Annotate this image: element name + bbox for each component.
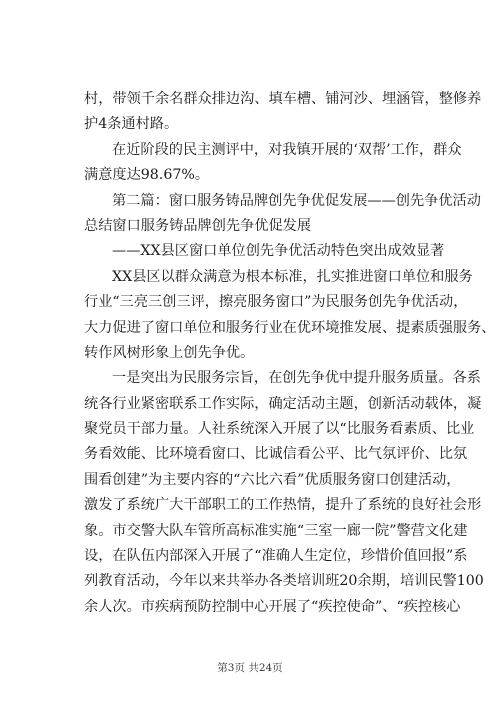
page-footer: 第3页 共24页 xyxy=(217,662,283,674)
text-line: 一是突出为民服务宗旨，在创先争优中提升服务质量。各系 xyxy=(112,370,481,387)
text-line: 聚党员干部力量。人社系统深入开展了以“比服务看素质、比业 xyxy=(84,421,475,438)
text-line: 围看创建”为主要内容的“六比六看”优质服务窗口创建活动， xyxy=(84,471,461,488)
text-line: 行业“三亮三创三评，擦亮服务窗口”为民服务创先争优活动， xyxy=(84,294,468,311)
text-line: 余人次。市疾病预防控制中心开展了“疾控使命”、“疾控核心 xyxy=(84,598,461,615)
text-line: 象。市交警大队车管所高标准实施“三室一廊一院”警营文化建 xyxy=(84,522,468,539)
text-line: XX县区以群众满意为根本标准，扎实推进窗口单位和服务 xyxy=(112,268,473,285)
text-line: 激发了系统广大干部职工的工作热情，提升了系统的良好社会形 xyxy=(84,497,482,514)
heading-line: 总结窗口服务铸品牌创先争优促发展 xyxy=(84,217,312,234)
text-line: 列教育活动，今年以来共举办各类培训班20余期，培训民警100 xyxy=(84,573,484,590)
text-line: 统各行业紧密联系工作实际，确定活动主题，创新活动载体，凝 xyxy=(84,395,482,412)
text-line: 务看效能、比环境看窗口、比诚信看公平、比气氛评价、比氛 xyxy=(84,446,468,463)
text-line: 转作风树形象上创先争优。 xyxy=(84,344,255,361)
text-line: 在近阶段的民主测评中，对我镇开展的‘双帮’工作，群众 xyxy=(112,141,462,158)
text-line: 设，在队伍内部深入开展了“准确人生定位，珍惜价值回报”系 xyxy=(84,548,468,565)
text-line: 护4条通村路。 xyxy=(84,116,179,133)
body-text xyxy=(84,87,496,620)
text-line: 大力促进了窗口单位和服务行业在优环境推发展、提素质强服务、 xyxy=(84,319,496,336)
text-line: 村，带领千余名群众排边沟、填车槽、铺河沙、埋涵管，整修养 xyxy=(84,91,482,107)
text-line: 满意度达98.67%。 xyxy=(84,167,210,184)
subheading-line: ——XX县区窗口单位创先争优活动特色突出成效显著 xyxy=(112,243,445,260)
heading-line: 第二篇：窗口服务铸品牌创先争优促发展——创先争优活动 xyxy=(112,192,481,209)
